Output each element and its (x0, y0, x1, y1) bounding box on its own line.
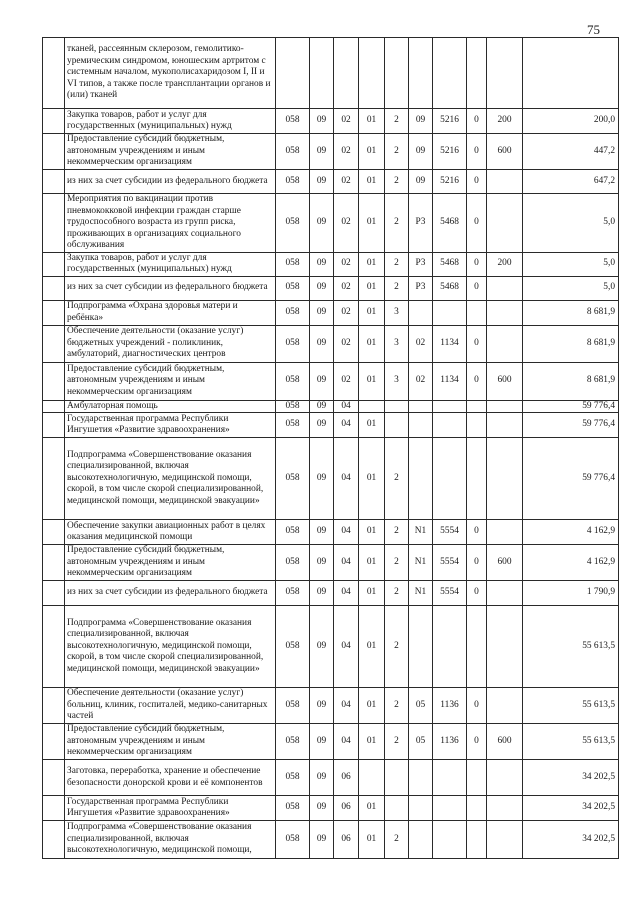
row-index-cell (43, 821, 65, 859)
code-cs1-cell: 01 (359, 252, 385, 276)
code-cs1-cell (359, 38, 385, 109)
code-pr-cell: 02 (334, 276, 359, 300)
code-vr-cell (487, 438, 523, 520)
code-cs5-cell (467, 400, 487, 413)
table-row (43, 362, 619, 400)
code-cs4-cell (433, 796, 467, 821)
code-cs5-cell (467, 38, 487, 109)
code-cs3-cell (409, 606, 433, 688)
code-cs4-cell: 5468 (433, 194, 467, 253)
code-cs2-cell: 2 (385, 821, 409, 859)
amount-cell: 5,0 (523, 252, 619, 276)
code-cs2-cell: 3 (385, 300, 409, 325)
amount-cell: 647,2 (523, 170, 619, 194)
row-index-cell (43, 276, 65, 300)
code-vr-cell: 200 (487, 109, 523, 134)
code-rz-cell: 09 (310, 520, 334, 545)
code-cs5-cell: 0 (467, 325, 487, 362)
code-pr-cell: 06 (334, 760, 359, 796)
item-name-cell: Подпрограмма «Совершенствование оказания специализированной, включая высокотехнологичную, медицинской помощи, скорой, в том числе скорой специализированной, медицинской помощи, медицинской эвакуации» (65, 606, 276, 688)
code-pr-cell: 04 (334, 413, 359, 438)
amount-cell: 1 790,9 (523, 581, 619, 606)
table-row (43, 134, 619, 170)
code-cs4-cell (433, 760, 467, 796)
code-cs3-cell: 02 (409, 362, 433, 400)
code-gr-cell: 058 (276, 821, 310, 859)
code-cs4-cell: 5554 (433, 520, 467, 545)
code-cs3-cell (409, 821, 433, 859)
code-gr-cell: 058 (276, 276, 310, 300)
code-cs2-cell (385, 38, 409, 109)
amount-cell: 8 681,9 (523, 362, 619, 400)
row-index-cell (43, 796, 65, 821)
code-cs5-cell: 0 (467, 581, 487, 606)
row-index-cell (43, 252, 65, 276)
code-gr-cell: 058 (276, 724, 310, 760)
code-pr-cell: 02 (334, 109, 359, 134)
code-gr-cell: 058 (276, 252, 310, 276)
amount-cell: 34 202,5 (523, 760, 619, 796)
table-row (43, 688, 619, 724)
code-gr-cell: 058 (276, 300, 310, 325)
code-cs5-cell: 0 (467, 688, 487, 724)
row-index-cell (43, 109, 65, 134)
code-cs4-cell (433, 821, 467, 859)
item-name-cell: Предоставление субсидий бюджетным, автономным учреждениям и иным некоммерческим организациям (65, 545, 276, 581)
code-gr-cell: 058 (276, 520, 310, 545)
code-rz-cell: 09 (310, 252, 334, 276)
code-cs4-cell: 1136 (433, 688, 467, 724)
item-name-cell: из них за счет субсидии из федерального бюджета (65, 170, 276, 194)
code-cs4-cell: 5216 (433, 109, 467, 134)
code-cs5-cell (467, 413, 487, 438)
item-name-cell: из них за счет субсидии из федерального бюджета (65, 581, 276, 606)
code-cs2-cell: 2 (385, 581, 409, 606)
code-cs4-cell (433, 606, 467, 688)
row-index-cell (43, 194, 65, 253)
code-vr-cell (487, 400, 523, 413)
table-row (43, 276, 619, 300)
code-vr-cell: 200 (487, 252, 523, 276)
code-cs1-cell: 01 (359, 438, 385, 520)
code-cs2-cell: 2 (385, 688, 409, 724)
code-cs1-cell: 01 (359, 581, 385, 606)
item-name-cell: Государственная программа Республики Ингушетия «Развитие здравоохранения» (65, 413, 276, 438)
code-rz-cell: 09 (310, 760, 334, 796)
amount-cell: 55 613,5 (523, 688, 619, 724)
code-cs5-cell (467, 300, 487, 325)
item-name-cell: Предоставление субсидий бюджетным, автономным учреждениям и иным некоммерческим организациям (65, 724, 276, 760)
item-name-cell: тканей, рассеянным склерозом, гемолитико-уремическим синдромом, юношеским артритом с системным началом, мукополисахаридозом I, II и VI типов, а также после трансплантации органов и (или) тканей (65, 38, 276, 109)
row-index-cell (43, 606, 65, 688)
code-cs3-cell (409, 400, 433, 413)
row-index-cell (43, 438, 65, 520)
code-cs4-cell: 5554 (433, 581, 467, 606)
code-cs3-cell: 05 (409, 724, 433, 760)
code-cs5-cell (467, 606, 487, 688)
code-cs5-cell: 0 (467, 545, 487, 581)
row-index-cell (43, 362, 65, 400)
code-cs5-cell: 0 (467, 362, 487, 400)
amount-cell: 59 776,4 (523, 400, 619, 413)
budget-table-body (43, 38, 619, 859)
item-name-cell: Предоставление субсидий бюджетным, автономным учреждениям и иным некоммерческим организациям (65, 134, 276, 170)
code-vr-cell (487, 821, 523, 859)
code-vr-cell (487, 520, 523, 545)
table-row (43, 252, 619, 276)
code-cs4-cell: 5554 (433, 545, 467, 581)
code-gr-cell: 058 (276, 325, 310, 362)
code-vr-cell: 600 (487, 134, 523, 170)
code-pr-cell: 02 (334, 134, 359, 170)
code-rz-cell (310, 38, 334, 109)
code-cs3-cell (409, 760, 433, 796)
item-name-cell: Закупка товаров, работ и услуг для государственных (муниципальных) нужд (65, 252, 276, 276)
code-pr-cell: 02 (334, 194, 359, 253)
code-cs5-cell: 0 (467, 134, 487, 170)
amount-cell: 55 613,5 (523, 724, 619, 760)
code-rz-cell: 09 (310, 194, 334, 253)
item-name-cell: из них за счет субсидии из федерального бюджета (65, 276, 276, 300)
code-cs2-cell: 2 (385, 724, 409, 760)
code-cs1-cell: 01 (359, 520, 385, 545)
table-row (43, 325, 619, 362)
code-vr-cell (487, 38, 523, 109)
code-rz-cell: 09 (310, 545, 334, 581)
code-cs4-cell (433, 400, 467, 413)
code-cs1-cell: 01 (359, 688, 385, 724)
code-rz-cell: 09 (310, 688, 334, 724)
table-row (43, 109, 619, 134)
code-gr-cell: 058 (276, 796, 310, 821)
code-cs2-cell (385, 796, 409, 821)
code-vr-cell (487, 300, 523, 325)
code-pr-cell: 04 (334, 520, 359, 545)
code-cs2-cell: 3 (385, 362, 409, 400)
code-cs3-cell: Р3 (409, 252, 433, 276)
code-cs4-cell: 5468 (433, 252, 467, 276)
code-cs5-cell (467, 760, 487, 796)
code-cs4-cell (433, 300, 467, 325)
code-rz-cell: 09 (310, 438, 334, 520)
code-gr-cell: 058 (276, 413, 310, 438)
code-cs4-cell: 1134 (433, 325, 467, 362)
code-vr-cell (487, 796, 523, 821)
table-row (43, 194, 619, 253)
code-cs2-cell: 2 (385, 109, 409, 134)
code-gr-cell: 058 (276, 606, 310, 688)
row-index-cell (43, 688, 65, 724)
code-gr-cell: 058 (276, 545, 310, 581)
code-gr-cell: 058 (276, 362, 310, 400)
code-cs1-cell (359, 400, 385, 413)
code-cs1-cell: 01 (359, 109, 385, 134)
code-cs5-cell: 0 (467, 252, 487, 276)
code-cs2-cell: 2 (385, 276, 409, 300)
code-cs3-cell (409, 413, 433, 438)
code-cs5-cell (467, 821, 487, 859)
code-cs4-cell (433, 38, 467, 109)
code-rz-cell: 09 (310, 170, 334, 194)
code-cs5-cell: 0 (467, 170, 487, 194)
row-index-cell (43, 134, 65, 170)
table-row (43, 170, 619, 194)
code-cs3-cell: 09 (409, 134, 433, 170)
item-name-cell: Предоставление субсидий бюджетным, автономным учреждениям и иным некоммерческим организациям (65, 362, 276, 400)
code-gr-cell: 058 (276, 109, 310, 134)
amount-cell: 200,0 (523, 109, 619, 134)
item-name-cell: Обеспечение деятельности (оказание услуг) бюджетных учреждений - поликлиник, амбулаторий, диагностических центров (65, 325, 276, 362)
code-cs3-cell (409, 38, 433, 109)
code-rz-cell: 09 (310, 400, 334, 413)
table-row (43, 300, 619, 325)
code-vr-cell (487, 688, 523, 724)
table-row (43, 545, 619, 581)
code-cs5-cell: 0 (467, 194, 487, 253)
code-cs2-cell: 2 (385, 438, 409, 520)
code-cs5-cell: 0 (467, 724, 487, 760)
code-gr-cell: 058 (276, 400, 310, 413)
code-cs1-cell: 01 (359, 362, 385, 400)
row-index-cell (43, 400, 65, 413)
table-row (43, 724, 619, 760)
item-name-cell: Обеспечение закупки авиационных работ в целях оказания медицинской помощи (65, 520, 276, 545)
code-cs1-cell: 01 (359, 545, 385, 581)
table-row (43, 38, 619, 109)
item-name-cell: Амбулаторная помощь (65, 400, 276, 413)
table-row (43, 821, 619, 859)
row-index-cell (43, 300, 65, 325)
code-vr-cell: 600 (487, 724, 523, 760)
code-pr-cell: 06 (334, 796, 359, 821)
code-pr-cell: 02 (334, 170, 359, 194)
code-vr-cell (487, 170, 523, 194)
code-vr-cell (487, 413, 523, 438)
code-cs3-cell (409, 300, 433, 325)
code-cs3-cell: 05 (409, 688, 433, 724)
code-cs4-cell: 5216 (433, 134, 467, 170)
budget-table (42, 37, 619, 859)
code-rz-cell: 09 (310, 413, 334, 438)
code-pr-cell: 06 (334, 821, 359, 859)
code-vr-cell (487, 606, 523, 688)
code-pr-cell: 04 (334, 400, 359, 413)
item-name-cell: Подпрограмма «Охрана здоровья матери и ребёнка» (65, 300, 276, 325)
code-rz-cell: 09 (310, 724, 334, 760)
code-cs1-cell: 01 (359, 170, 385, 194)
table-row (43, 796, 619, 821)
code-pr-cell: 02 (334, 252, 359, 276)
code-vr-cell (487, 194, 523, 253)
code-cs4-cell: 5468 (433, 276, 467, 300)
code-cs4-cell (433, 438, 467, 520)
amount-cell: 447,2 (523, 134, 619, 170)
code-vr-cell: 600 (487, 362, 523, 400)
row-index-cell (43, 581, 65, 606)
table-row (43, 520, 619, 545)
code-pr-cell: 04 (334, 581, 359, 606)
code-cs3-cell: Р3 (409, 194, 433, 253)
code-rz-cell: 09 (310, 134, 334, 170)
code-gr-cell: 058 (276, 581, 310, 606)
code-cs1-cell: 01 (359, 194, 385, 253)
amount-cell: 59 776,4 (523, 413, 619, 438)
table-row (43, 606, 619, 688)
row-index-cell (43, 325, 65, 362)
code-cs4-cell: 1136 (433, 724, 467, 760)
code-pr-cell: 04 (334, 606, 359, 688)
row-index-cell (43, 760, 65, 796)
item-name-cell: Обеспечение деятельности (оказание услуг) больниц, клиник, госпиталей, медико-санитарных частей (65, 688, 276, 724)
item-name-cell: Подпрограмма «Совершенствование оказания специализированной, включая высокотехнологичную, медицинской помощи, скорой, в том числе скорой специализированной, медицинской помощи, медицинской эвакуации» (65, 438, 276, 520)
row-index-cell (43, 38, 65, 109)
amount-cell: 55 613,5 (523, 606, 619, 688)
page-number: 75 (587, 22, 600, 37)
code-cs2-cell: 2 (385, 134, 409, 170)
code-cs2-cell (385, 760, 409, 796)
code-gr-cell: 058 (276, 194, 310, 253)
code-vr-cell (487, 760, 523, 796)
code-cs1-cell: 01 (359, 413, 385, 438)
code-rz-cell: 09 (310, 821, 334, 859)
code-rz-cell: 09 (310, 581, 334, 606)
code-rz-cell: 09 (310, 276, 334, 300)
code-cs1-cell: 01 (359, 796, 385, 821)
code-cs3-cell: N1 (409, 581, 433, 606)
row-index-cell (43, 520, 65, 545)
code-cs1-cell (359, 760, 385, 796)
code-cs5-cell: 0 (467, 109, 487, 134)
code-cs5-cell (467, 796, 487, 821)
code-gr-cell: 058 (276, 760, 310, 796)
item-name-cell: Заготовка, переработка, хранение и обеспечение безопасности донорской крови и её компонентов (65, 760, 276, 796)
code-cs2-cell: 2 (385, 606, 409, 688)
code-cs3-cell: N1 (409, 520, 433, 545)
code-pr-cell: 04 (334, 724, 359, 760)
amount-cell: 5,0 (523, 194, 619, 253)
code-gr-cell (276, 38, 310, 109)
code-cs4-cell (433, 413, 467, 438)
code-pr-cell: 02 (334, 325, 359, 362)
code-gr-cell: 058 (276, 438, 310, 520)
row-index-cell (43, 545, 65, 581)
code-cs5-cell: 0 (467, 276, 487, 300)
code-gr-cell: 058 (276, 134, 310, 170)
code-rz-cell: 09 (310, 109, 334, 134)
code-rz-cell: 09 (310, 325, 334, 362)
code-cs3-cell (409, 438, 433, 520)
code-cs2-cell: 3 (385, 325, 409, 362)
code-cs3-cell: Р3 (409, 276, 433, 300)
code-pr-cell: 02 (334, 300, 359, 325)
code-cs4-cell: 1134 (433, 362, 467, 400)
amount-cell: 4 162,9 (523, 545, 619, 581)
item-name-cell: Государственная программа Республики Ингушетия «Развитие здравоохранения» (65, 796, 276, 821)
code-cs5-cell (467, 438, 487, 520)
amount-cell: 59 776,4 (523, 438, 619, 520)
code-gr-cell: 058 (276, 170, 310, 194)
code-cs2-cell (385, 413, 409, 438)
table-row (43, 438, 619, 520)
amount-cell: 5,0 (523, 276, 619, 300)
code-gr-cell: 058 (276, 688, 310, 724)
code-cs3-cell (409, 796, 433, 821)
code-rz-cell: 09 (310, 362, 334, 400)
table-row (43, 760, 619, 796)
item-name-cell: Подпрограмма «Совершенствование оказания специализированной, включая высокотехнологичную, медицинской помощи, (65, 821, 276, 859)
code-vr-cell: 600 (487, 545, 523, 581)
code-cs1-cell: 01 (359, 606, 385, 688)
code-cs2-cell (385, 400, 409, 413)
table-row (43, 400, 619, 413)
code-cs4-cell: 5216 (433, 170, 467, 194)
code-cs1-cell: 01 (359, 325, 385, 362)
code-pr-cell: 02 (334, 362, 359, 400)
item-name-cell: Мероприятия по вакцинации против пневмококковой инфекции граждан старше трудоспособного возраста из групп риска, проживающих в организациях социального обслуживания (65, 194, 276, 253)
code-rz-cell: 09 (310, 300, 334, 325)
code-cs1-cell: 01 (359, 300, 385, 325)
code-rz-cell: 09 (310, 796, 334, 821)
code-cs3-cell: 02 (409, 325, 433, 362)
row-index-cell (43, 170, 65, 194)
code-pr-cell: 04 (334, 545, 359, 581)
code-cs1-cell: 01 (359, 724, 385, 760)
code-cs1-cell: 01 (359, 821, 385, 859)
code-cs3-cell: N1 (409, 545, 433, 581)
code-cs2-cell: 2 (385, 545, 409, 581)
code-cs5-cell: 0 (467, 520, 487, 545)
code-cs2-cell: 2 (385, 520, 409, 545)
code-vr-cell (487, 276, 523, 300)
code-cs1-cell: 01 (359, 276, 385, 300)
code-rz-cell: 09 (310, 606, 334, 688)
table-row (43, 581, 619, 606)
row-index-cell (43, 413, 65, 438)
amount-cell: 4 162,9 (523, 520, 619, 545)
amount-cell: 8 681,9 (523, 300, 619, 325)
code-cs3-cell: 09 (409, 109, 433, 134)
code-cs2-cell: 2 (385, 252, 409, 276)
code-cs3-cell: 09 (409, 170, 433, 194)
amount-cell: 34 202,5 (523, 796, 619, 821)
amount-cell: 34 202,5 (523, 821, 619, 859)
row-index-cell (43, 724, 65, 760)
amount-cell: 8 681,9 (523, 325, 619, 362)
code-pr-cell (334, 38, 359, 109)
code-cs2-cell: 2 (385, 194, 409, 253)
table-row (43, 413, 619, 438)
code-cs2-cell: 2 (385, 170, 409, 194)
code-pr-cell: 04 (334, 688, 359, 724)
amount-cell (523, 38, 619, 109)
code-vr-cell (487, 325, 523, 362)
item-name-cell: Закупка товаров, работ и услуг для государственных (муниципальных) нужд (65, 109, 276, 134)
code-pr-cell: 04 (334, 438, 359, 520)
code-vr-cell (487, 581, 523, 606)
code-cs1-cell: 01 (359, 134, 385, 170)
